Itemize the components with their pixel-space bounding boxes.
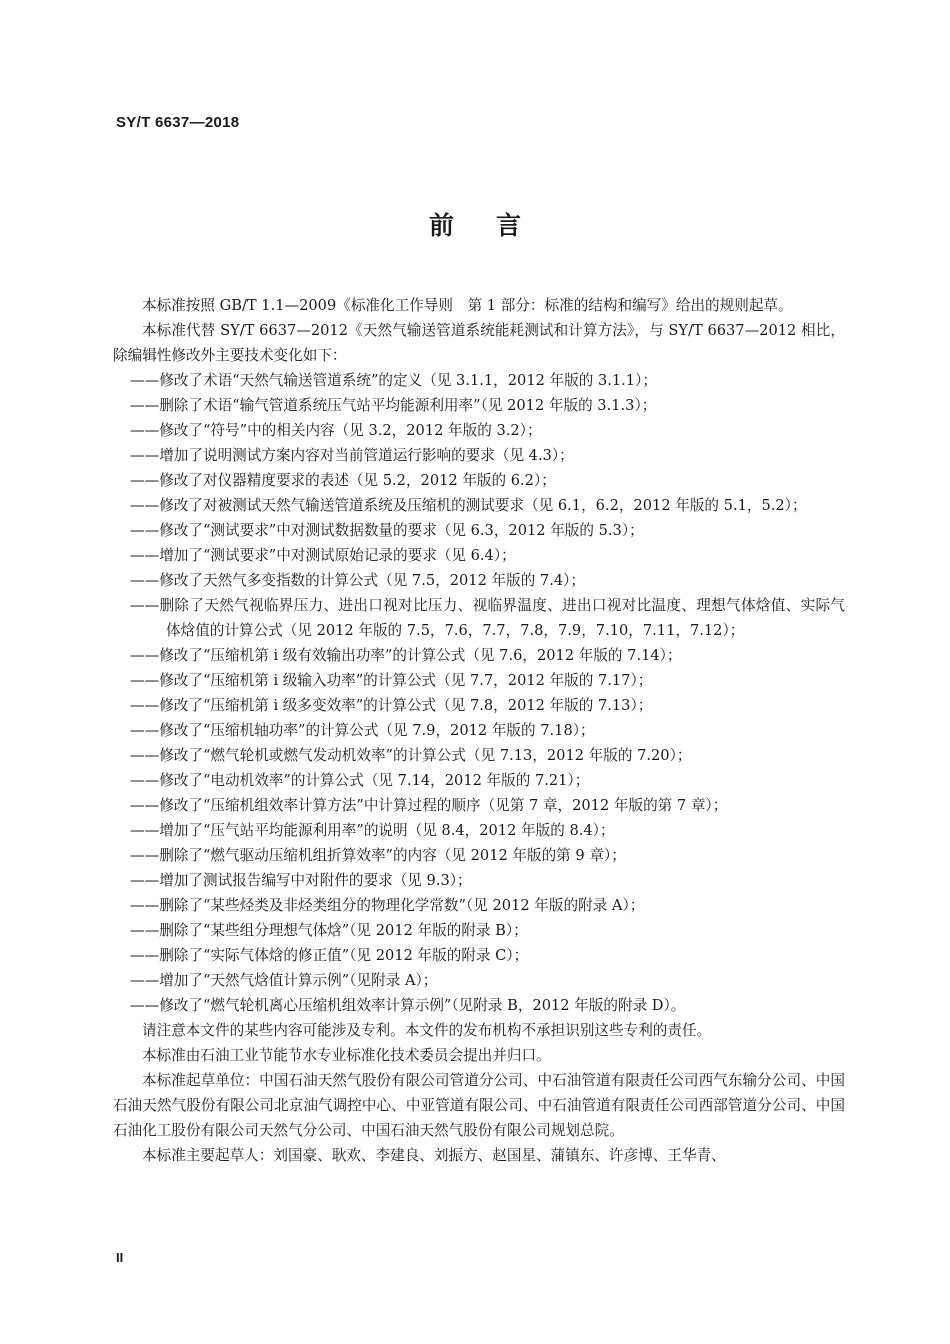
intro-paragraph-2: 本标准代替 SY/T 6637—2012《天然气输送管道系统能耗测试和计算方法》，与 SY/T 6637—2012 相比，除编辑性修改外主要技术变化如下： [113,322,845,364]
title-char-1: 前 [428,211,454,240]
change-list [113,368,845,1018]
change-item: ——删除了“某些组分理想气体焓”（见 2012 年版的附录 B）； [130,922,528,939]
drafters: 本标准主要起草人：刘国豪、耿欢、李建良、刘振方、赵国星、蒲镇东、许彦博、王华青、 [142,1147,726,1164]
change-item: ——修改了“压缩机第 i 级多变效率”的计算公式（见 7.8，2012 年版的 7.13）； [130,697,653,714]
change-item: ——删除了“燃气驱动压缩机组折算效率”的内容（见 2012 年版的第 9 章）； [130,847,626,864]
intro-paragraph-1: 本标准按照 GB/T 1.1—2009《标准化工作导则 第 1 部分：标准的结构和编写》给出的规则起草。 [142,297,793,314]
change-item: ——修改了“测试要求”中对测试数据数量的要求（见 6.3，2012 年版的 5.3）； [130,522,644,539]
change-item: ——修改了“压缩机轴功率”的计算公式（见 7.9，2012 年版的 7.18）； [130,722,595,739]
patent-notice: 请注意本文件的某些内容可能涉及专利。本文件的发布机构不承担识别这些专利的责任。 [142,1022,712,1039]
change-item: ——删除了“实际气体焓的修正值”（见 2012 年版的附录 C）； [130,947,529,964]
change-item: ——增加了“压气站平均能源利用率”的说明（见 8.4，2012 年版的 8.4）； [130,822,615,839]
change-item: ——修改了“燃气轮机离心压缩机组效率计算示例”（见附录 B，2012 年版的附录 D）。 [130,997,686,1014]
change-item: ——修改了天然气多变指数的计算公式（见 7.5，2012 年版的 7.4）； [130,572,586,589]
change-item: ——增加了测试报告编写中对附件的要求（见 9.3）； [130,872,472,889]
change-item: ——删除了“某些烃类及非烃类组分的物理化学常数”（见 2012 年版的附录 A）； [130,897,645,914]
change-item: ——修改了“压缩机组效率计算方法”中计算过程的顺序（见第 7 章，2012 年版的第 7 章）； [130,797,728,814]
change-item: ——修改了“燃气轮机或燃气发动机效率”的计算公式（见 7.13，2012 年版的 7.20）； [130,747,692,764]
change-item: ——增加了说明测试方案内容对当前管道运行影响的要求（见 4.3）； [130,447,574,464]
change-item: ——修改了“压缩机第 i 级输入功率”的计算公式（见 7.7，2012 年版的 7.17）； [130,672,653,689]
change-item: ——修改了对仪器精度要求的表述（见 5.2，2012 年版的 6.2）； [130,472,556,489]
change-item: ——修改了“电动机效率”的计算公式（见 7.14，2012 年版的 7.21）； [130,772,590,789]
change-item: ——增加了“天然气焓值计算示例”（见附录 A）； [130,972,438,989]
change-item: ——修改了对被测试天然气输送管道系统及压缩机的测试要求（见 6.1，6.2，2012 年版的 5.1，5.2）； [130,497,807,514]
change-item: ——修改了“符号”中的相关内容（见 3.2，2012 年版的 3.2）； [130,422,542,439]
change-item: ——增加了“测试要求”中对测试原始记录的要求（见 6.4）； [130,547,516,564]
drafting-units: 本标准起草单位：中国石油天然气股份有限公司管道分公司、中石油管道有限责任公司西气东输分公司、中国石油天然气股份有限公司北京油气调控中心、中亚管道有限公司、中石油管道有限责任公司西部管道分公司、中国石油化工股份有限公司天然气分公司、中国石油天然气股份有限公司规划总院。 [113,1072,845,1139]
page-title [0,206,950,242]
standard-code: SY/T 6637—2018 [116,114,240,131]
change-item: ——删除了天然气视临界压力、进出口视对比压力、视临界温度、进出口视对比温度、理想气体焓值、实际气体焓值的计算公式（见 2012 年版的 7.5，7.6，7.7，7.8，7.9，7.10，7.11，7.12）； [130,597,845,639]
change-item: ——修改了“压缩机第 i 级有效输出功率”的计算公式（见 7.6，2012 年版的 7.14）； [130,647,682,664]
change-item: ——删除了术语“输气管道系统压气站平均能源利用率”（见 2012 年版的 3.1.3）； [130,397,657,414]
preface-body [113,293,845,1168]
change-item: ——修改了术语“天然气输送管道系统”的定义（见 3.1.1，2012 年版的 3.1.1）； [130,372,657,389]
title-char-2: 言 [496,211,522,240]
proposer-statement: 本标准由石油工业节能节水专业标准化技术委员会提出并归口。 [142,1047,551,1064]
page-number: II [116,1250,124,1265]
